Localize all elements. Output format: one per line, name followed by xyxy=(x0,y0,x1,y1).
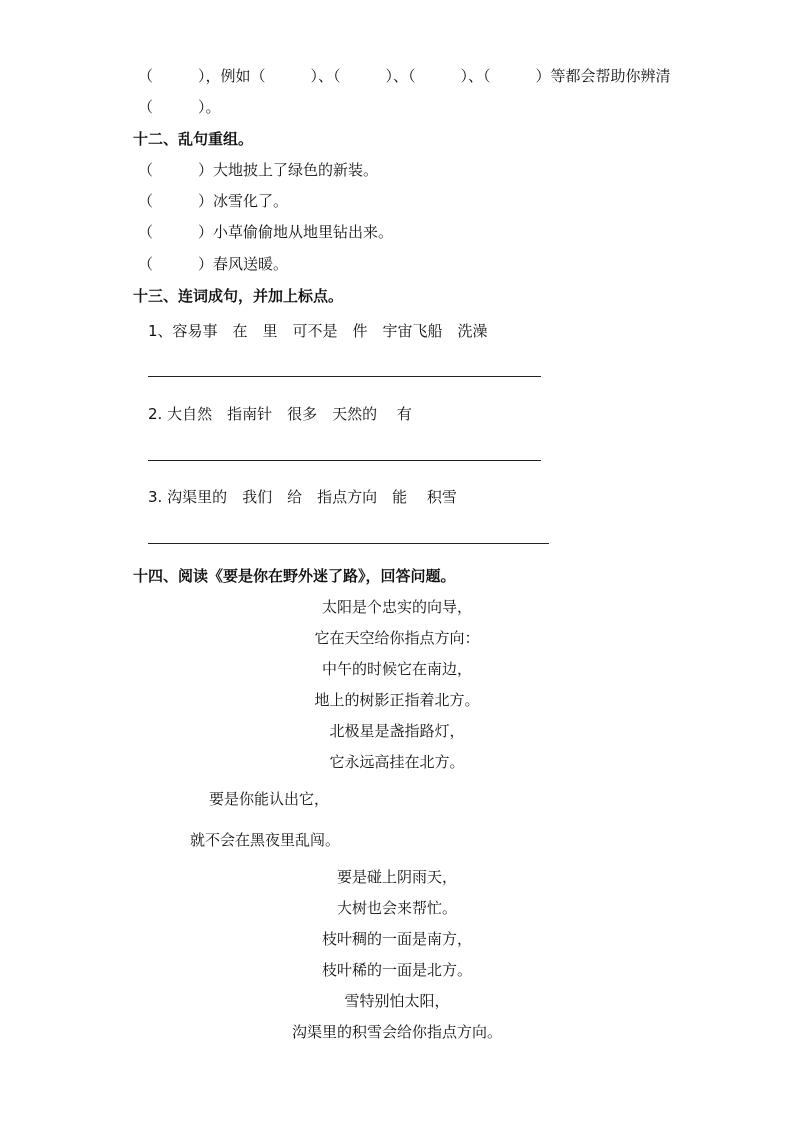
section-12-title: 十二、乱句重组。 xyxy=(133,130,254,148)
poem-line: 就不会在黑夜里乱闯。 xyxy=(190,831,341,849)
poem-line: 沟渠里的积雪会给你指点方向。 xyxy=(291,1023,502,1041)
poem-line: 雪特别怕太阳， xyxy=(344,992,450,1010)
section-14-title: 十四、阅读《要是你在野外迷了路》，回答问题。 xyxy=(133,567,456,585)
section-12-item-1: （ ）大地披上了绿色的新装。 xyxy=(138,161,379,179)
answer-line-1[interactable] xyxy=(148,376,541,377)
poem-line: 要是你能认出它， xyxy=(209,790,330,808)
section-12-item-4: （ ）春风送暖。 xyxy=(138,255,289,273)
section-13-item-1: 1、容易事 在 里 可不是 件 宇宙飞船 洗澡 xyxy=(148,322,488,340)
fill-question-line-2: （ ）。 xyxy=(138,98,221,116)
fill-question-line-1: （ ），例如（ ）、（ ）、（ ）、（ ）等都会帮助你辨清 xyxy=(138,67,671,85)
poem-line: 北极星是盏指路灯， xyxy=(329,722,465,740)
poem-line: 中午的时候它在南边， xyxy=(321,660,472,678)
section-12-item-2: （ ）冰雪化了。 xyxy=(138,192,289,210)
poem-line: 地上的树影正指着北方。 xyxy=(314,691,480,709)
section-13-item-2: 2. 大自然 指南针 很多 天然的 有 xyxy=(148,405,412,423)
poem-line: 它永远高挂在北方。 xyxy=(329,753,465,771)
poem-line: 要是碰上阴雨天， xyxy=(336,868,457,886)
answer-line-3[interactable] xyxy=(148,543,549,544)
section-13-item-3: 3. 沟渠里的 我们 给 指点方向 能 积雪 xyxy=(148,488,457,506)
poem-line: 枝叶稠的一面是南方， xyxy=(321,930,472,948)
poem-line: 它在天空给你指点方向： xyxy=(314,629,480,647)
poem-line: 大树也会来帮忙。 xyxy=(336,899,457,917)
section-13-title: 十三、连词成句，并加上标点。 xyxy=(133,287,344,305)
section-12-item-3: （ ）小草偷偷地从地里钻出来。 xyxy=(138,223,394,241)
poem-line: 枝叶稀的一面是北方。 xyxy=(321,961,472,979)
answer-line-2[interactable] xyxy=(148,460,541,461)
poem-line: 太阳是个忠实的向导， xyxy=(321,598,472,616)
